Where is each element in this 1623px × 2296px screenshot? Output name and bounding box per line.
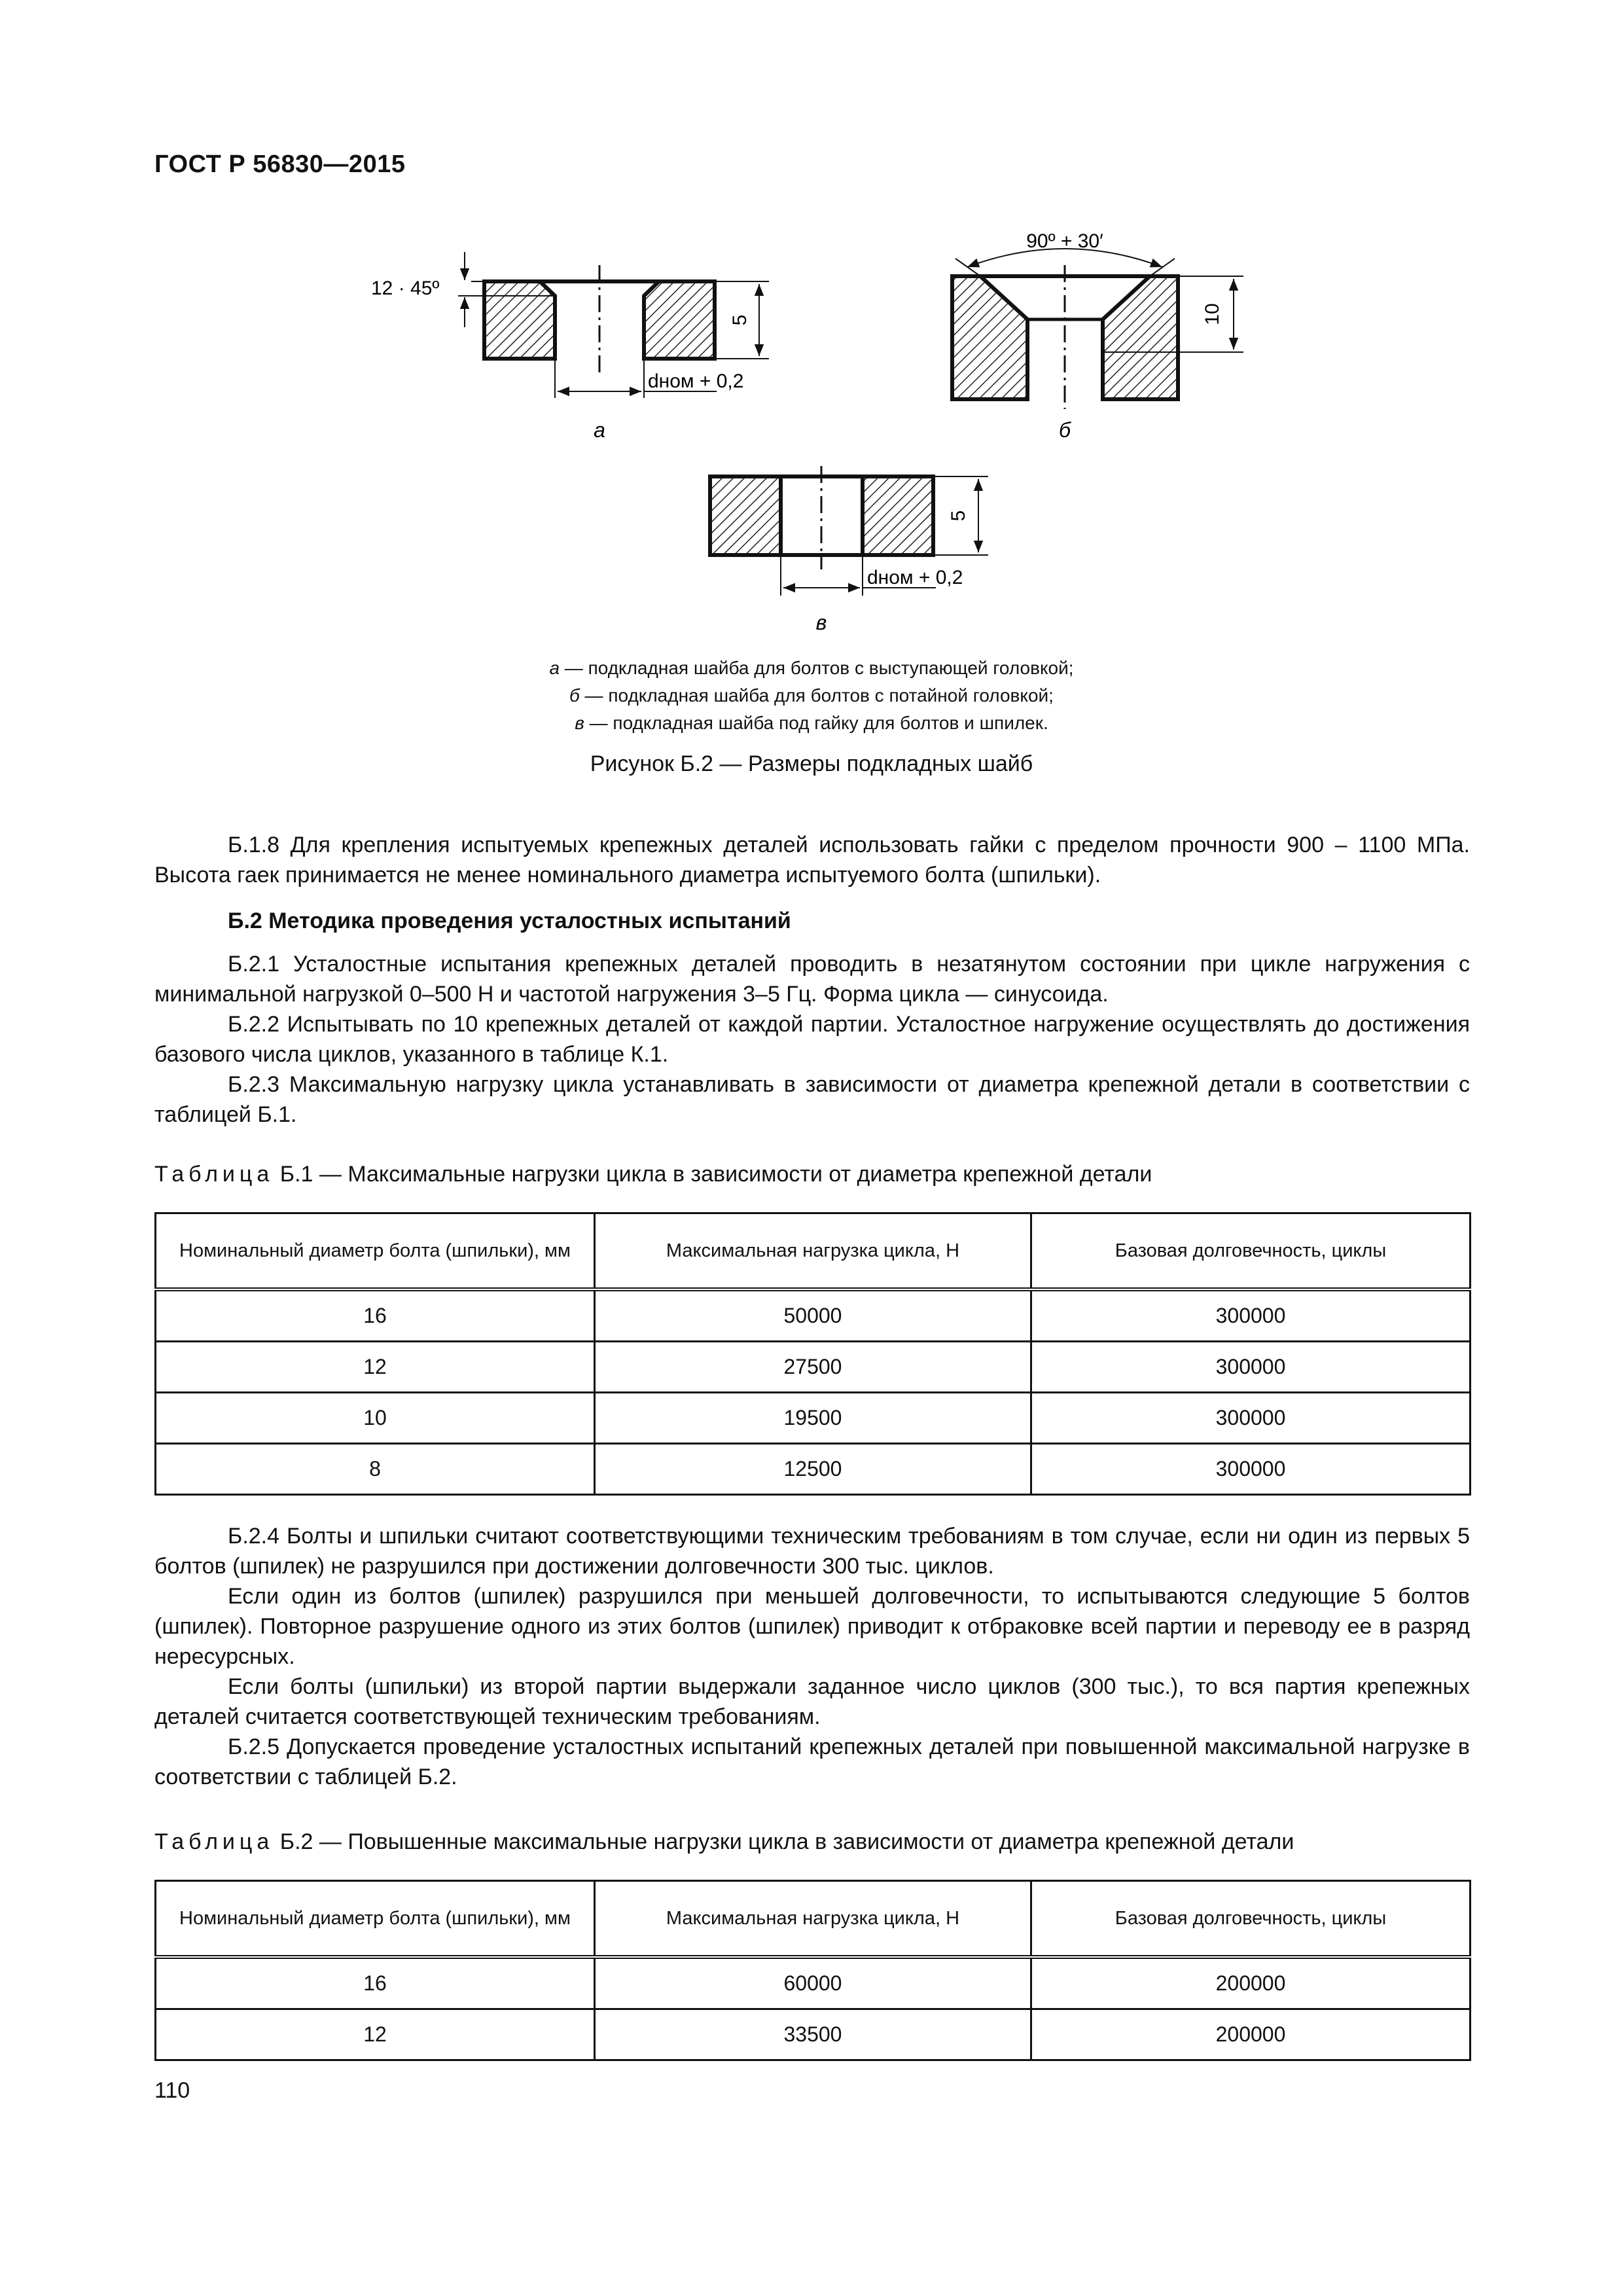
legend-line-v: в — подкладная шайба под гайку для болтов и шпилек.: [575, 713, 1048, 733]
cell-load: 19500: [594, 1393, 1031, 1444]
height-v-label: 5: [948, 510, 969, 522]
washer-b: [952, 230, 1243, 442]
figure-caption: Рисунок Б.2 — Размеры подкладных шайб: [590, 751, 1033, 776]
height-a-label: 5: [729, 314, 751, 326]
angle-label: 90º + 30′: [1026, 230, 1103, 252]
height-b-label: 10: [1202, 303, 1223, 325]
table-header-row: [156, 1881, 1471, 1958]
cell-load: 60000: [594, 1957, 1031, 2009]
paragraph-b-2-4-third: Если болты (шпильки) из второй партии выдержали заданное число циклов (300 тыс.), то вся партия крепежных деталей считается соответствующей техническим требованиям.: [154, 1674, 1470, 1729]
washer-v: [710, 466, 988, 634]
table-b-2: [154, 1880, 1471, 2061]
cell-diameter: 12: [156, 2009, 595, 2060]
cell-diameter: 12: [156, 1342, 595, 1393]
cell-diameter: 8: [156, 1444, 595, 1495]
header-diameter: Номинальный диаметр болта (шпильки), мм: [156, 1213, 595, 1290]
legend-line-a: а — подкладная шайба для болтов с выступающей головкой;: [549, 658, 1074, 678]
standard-header: ГОСТ Р 56830—2015: [154, 151, 406, 178]
cell-durability: 300000: [1031, 1342, 1470, 1393]
header-diameter: Номинальный диаметр болта (шпильки), мм: [156, 1881, 595, 1958]
cell-diameter: 10: [156, 1393, 595, 1444]
table-row: [156, 1444, 1471, 1495]
table-row: [156, 1342, 1471, 1393]
paragraph-b-1-8: Б.1.8 Для крепления испытуемых крепежных деталей использовать гайки с пределом прочности 900 – 1100 МПа. Высота гаек принимается не менее номинального диаметра испытуемого болта (шпильки).: [154, 833, 1470, 888]
table-row: [156, 2009, 1471, 2060]
chamfer-label: 12 · 45º: [371, 278, 440, 299]
header-load: Максимальная нагрузка цикла, Н: [594, 1213, 1031, 1290]
table1-caption: Таблица Б.1 — Максимальные нагрузки цикла в зависимости от диаметра крепежной детали: [154, 1162, 1152, 1187]
dia-a-label: dном + 0,2: [648, 370, 744, 392]
washer-drawings: [0, 0, 1623, 655]
cell-durability: 200000: [1031, 1957, 1470, 2009]
paragraph-b-2-5: Б.2.5 Допускается проведение усталостных испытаний крепежных деталей при повышенной максимальной нагрузке в соответствии с таблицей Б.2.: [154, 1734, 1470, 1789]
paragraph-b-2-4: Б.2.4 Болты и шпильки считают соответствующими техническим требованиям в том случае, если ни один из первых 5 болтов (шпилек) не разрушился при достижении долговечности 300 тыс. циклов.: [154, 1524, 1470, 1579]
cell-durability: 300000: [1031, 1393, 1470, 1444]
paragraph-b-2-3: Б.2.3 Максимальную нагрузку цикла устанавливать в зависимости от диаметра крепежной детали в соответствии с таблицей Б.1.: [154, 1072, 1470, 1127]
header-load: Максимальная нагрузка цикла, Н: [594, 1881, 1031, 1958]
cell-load: 50000: [594, 1289, 1031, 1342]
table-row: [156, 1393, 1471, 1444]
cell-durability: 200000: [1031, 2009, 1470, 2060]
table2-caption: Таблица Б.2 — Повышенные максимальные нагрузки цикла в зависимости от диаметра крепежной детали: [154, 1829, 1294, 1854]
letter-v: в: [815, 611, 827, 634]
cell-durability: 300000: [1031, 1444, 1470, 1495]
table-header-row: [156, 1213, 1471, 1290]
paragraph-b-2-1: Б.2.1 Усталостные испытания крепежных деталей проводить в незатянутом состоянии при цикле нагружения с минимальной нагрузкой 0–500 Н и частотой нагружения 3–5 Гц. Форма цикла — синусоида.: [154, 952, 1470, 1007]
legend-line-b: б — подкладная шайба для болтов с потайной головкой;: [569, 685, 1054, 706]
paragraph-b-2-4-second: Если один из болтов (шпилек) разрушился при меньшей долговечности, то испытываются следующие 5 болтов (шпилек). Повторное разрушение одного из этих болтов (шпилек) приводит к отбраковке всей партии и переводу ее в разряд нересурсных.: [154, 1584, 1470, 1669]
cell-diameter: 16: [156, 1957, 595, 2009]
header-durability: Базовая долговечность, циклы: [1031, 1881, 1470, 1958]
cell-durability: 300000: [1031, 1289, 1470, 1342]
cell-load: 27500: [594, 1342, 1031, 1393]
section-heading-b-2: Б.2 Методика проведения усталостных испытаний: [228, 908, 791, 933]
table-b-1: [154, 1212, 1471, 1496]
cell-diameter: 16: [156, 1289, 595, 1342]
washer-a: [371, 252, 769, 442]
table-row: [156, 1289, 1471, 1342]
page-number: 110: [154, 2078, 190, 2103]
cell-load: 33500: [594, 2009, 1031, 2060]
letter-a: а: [594, 418, 605, 442]
cell-load: 12500: [594, 1444, 1031, 1495]
dia-v-label: dном + 0,2: [867, 567, 963, 588]
header-durability: Базовая долговечность, циклы: [1031, 1213, 1470, 1290]
paragraph-b-2-2: Б.2.2 Испытывать по 10 крепежных деталей от каждой партии. Усталостное нагружение осуществлять до достижения базового числа циклов, указанного в таблице К.1.: [154, 1012, 1470, 1067]
letter-b: б: [1059, 418, 1071, 442]
table-row: [156, 1957, 1471, 2009]
